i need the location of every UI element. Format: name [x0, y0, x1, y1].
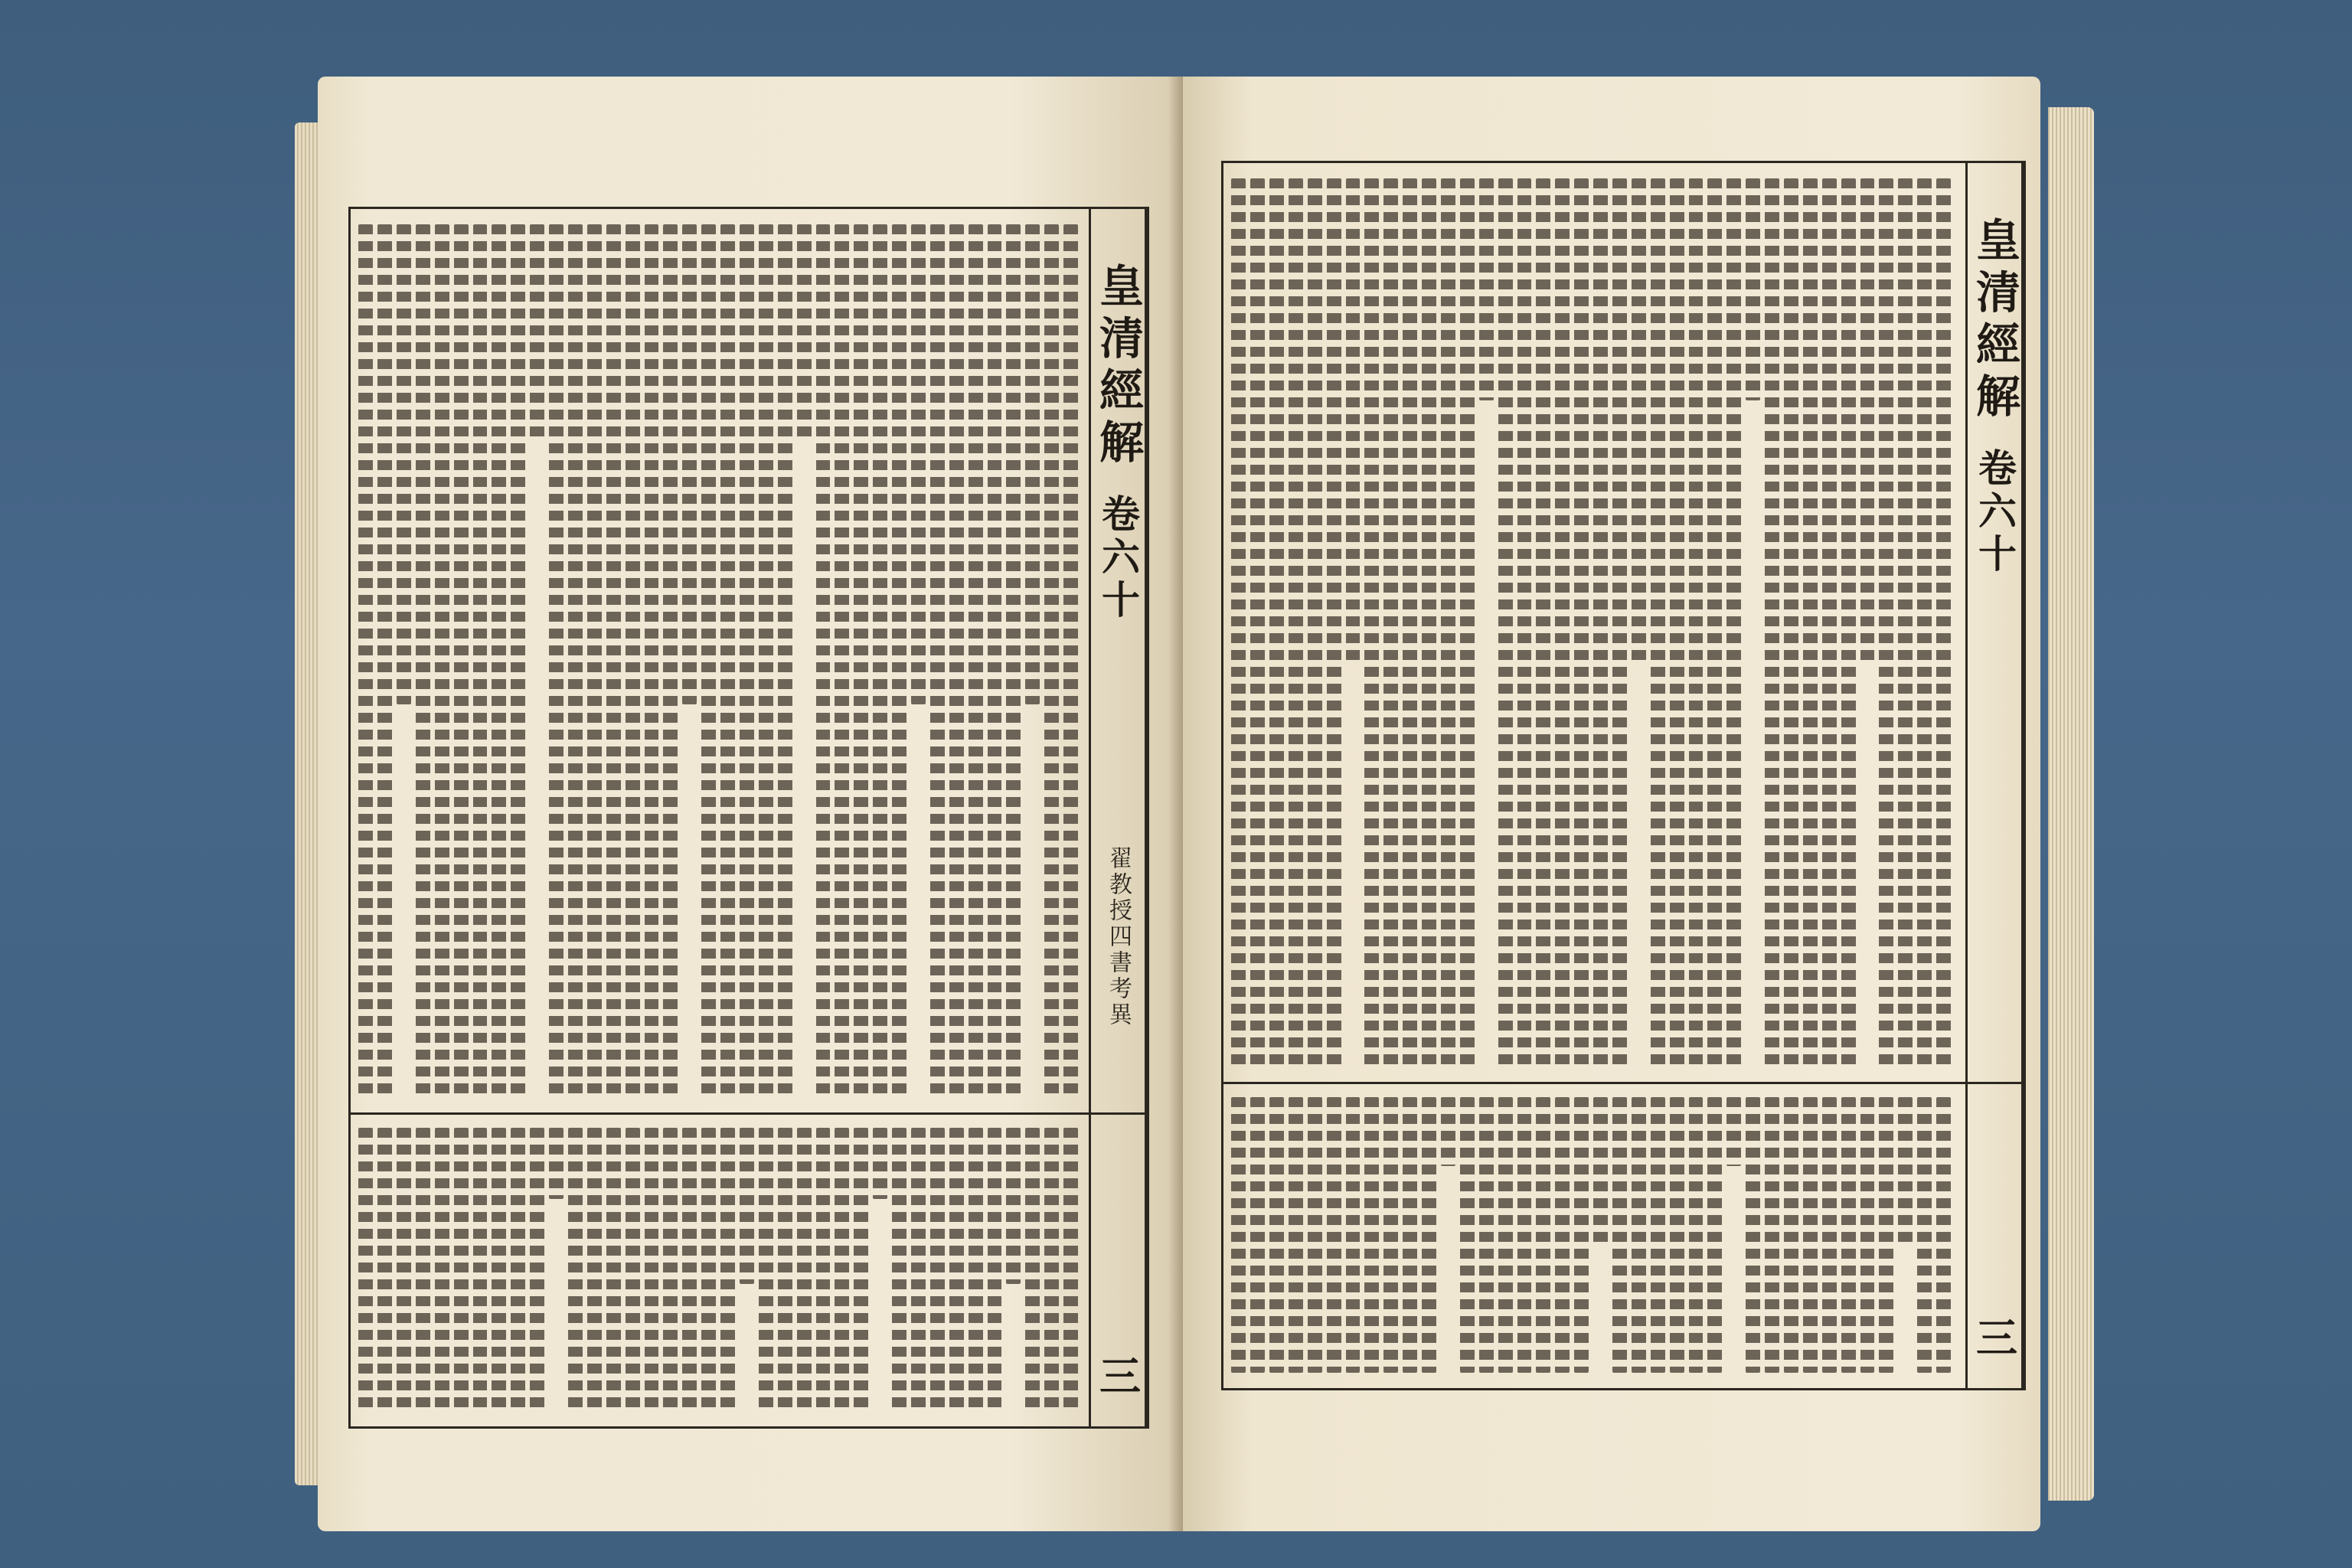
left-upper-text-block [358, 224, 1078, 1097]
volume-label-right: 卷六十 [1972, 448, 2017, 577]
right-page-banner [1965, 163, 2024, 1388]
right-divider-line [1223, 1082, 2024, 1084]
left-divider-line [351, 1112, 1147, 1115]
folio-left: 三 [1093, 1354, 1142, 1396]
right-page [1183, 77, 2040, 1531]
right-lower-text-block [1231, 1097, 1951, 1373]
left-lower-text-block [358, 1128, 1078, 1411]
right-text-frame [1221, 161, 2026, 1390]
open-book [310, 77, 2063, 1531]
left-text-frame [348, 207, 1149, 1429]
page-edges-right [2048, 107, 2094, 1501]
left-page-banner [1089, 209, 1147, 1426]
left-page [318, 77, 1183, 1531]
section-footer-left: 翟教授四書考異 [1105, 846, 1132, 1028]
running-title-left: 皇清經解 [1092, 263, 1144, 471]
running-title-right: 皇清經解 [1968, 217, 2020, 425]
folio-right: 三 [1969, 1316, 2019, 1357]
volume-label-left: 卷六十 [1096, 494, 1141, 622]
right-upper-text-block [1231, 178, 1951, 1067]
